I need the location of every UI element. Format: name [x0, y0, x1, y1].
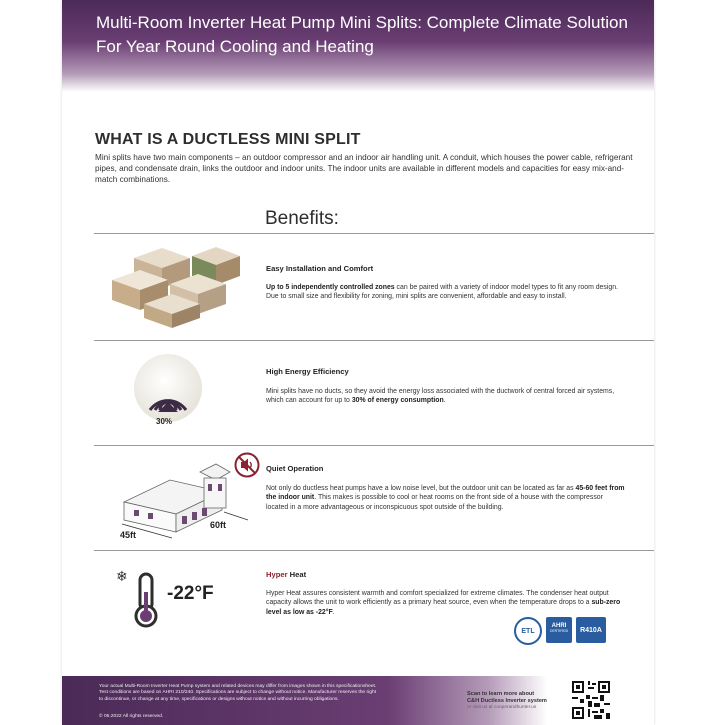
spec-sheet — [62, 0, 654, 725]
scan-website[interactable]: or visit us at cooperandhunter.us — [467, 705, 537, 710]
section-heading-what-is: WHAT IS A DUCTLESS MINI SPLIT — [95, 131, 361, 148]
benefit-text-hyper-bold: sub-zero level as low as -22°F — [266, 599, 621, 616]
scan-prompt-line1: Scan to learn more about — [467, 691, 535, 697]
benefit-text-hyper-a: Hyper Heat assures consistent warmth and comfort specialized for extreme climates. The condenser heat output capacity allows the unit to work efficiently as a primary heat source, even when the temperature drops to a — [266, 590, 609, 607]
rooms-illustration-icon — [104, 240, 254, 330]
benefit-title-installation: Easy Installation and Comfort — [266, 264, 374, 273]
page-title-line2: For Year Round Cooling and Heating — [96, 37, 374, 56]
distance-label-60ft: 60ft — [210, 520, 227, 530]
ahri-badge-label: AHRI — [551, 623, 567, 629]
muted-speaker-icon — [234, 452, 260, 478]
temperature-label: -22°F — [167, 583, 214, 604]
ahri-badge-sublabel: CERTIFIED — [549, 629, 569, 633]
divider — [94, 445, 654, 446]
benefit-title-hyper-accent: Hyper — [266, 570, 288, 579]
footer-bar — [62, 676, 654, 725]
section-intro-paragraph: Mini splits have two main components – an outdoor compressor and an indoor air handling unit. A conduit, which houses the power cable, refrigerant pipes, and condensate drain, links the outdoor and indoor units. The indoor units are available in different models and capacities for easy mix-and-match combinations. — [95, 153, 633, 184]
benefit-text-quiet-a: Not only do ductless heat pumps have a low noise level, but the outdoor unit can be located as far as — [266, 485, 576, 492]
benefits-heading: Benefits: — [265, 208, 339, 229]
etl-badge-label: ETL — [514, 617, 542, 645]
header-banner — [62, 0, 654, 92]
qr-code-icon[interactable] — [570, 679, 612, 721]
benefit-title-hyper-heat — [266, 570, 306, 579]
etl-certification-badge — [514, 617, 542, 645]
benefit-title-hyper-rest: Heat — [287, 570, 307, 579]
benefit-text-efficiency — [266, 387, 626, 406]
scan-prompt — [467, 691, 547, 705]
divider — [94, 550, 654, 551]
benefit-text-efficiency-a: Mini splits have no ducts, so they avoid the energy loss associated with the ductwork of central forced air systems, which can account for up to — [266, 388, 615, 405]
benefit-text-quiet-b: . This makes is possible to cool or heat rooms on the front side of a house with the compressor located in a more advantageous or inconspicuous spot outside of the building. — [266, 494, 603, 511]
scan-prompt-line2: C&H Ductless Inverter system — [467, 698, 547, 704]
benefit-text-efficiency-bold: 30% of energy consumption — [351, 397, 444, 405]
benefit-text-installation — [266, 283, 626, 302]
r410a-refrigerant-badge: R410A — [576, 617, 606, 643]
benefit-text-quiet-bold: 45-60 feet from the indoor unit — [266, 485, 625, 502]
energy-percent-label: 30% — [156, 417, 173, 426]
ahri-certification-badge — [546, 617, 572, 643]
benefit-text-efficiency-b: . — [443, 397, 446, 405]
benefit-text-hyper-heat — [266, 589, 626, 617]
divider — [94, 340, 654, 341]
benefit-text-quiet — [266, 484, 626, 512]
thermometer-icon — [128, 572, 164, 628]
footer-copyright: © 05.2022 All rights reserved. — [99, 714, 164, 719]
benefit-title-efficiency: High Energy Efficiency — [266, 367, 349, 376]
page-title-line1: Multi-Room Inverter Heat Pump Mini Splits: Complete Climate Solution — [96, 13, 628, 32]
benefit-text-installation-bold: Up to 5 independently controlled zones — [266, 284, 395, 291]
benefit-text-installation-rest: can be paired with a variety of indoor model types to fit any room design. Due to small size and flexibility for zoning, mini splits are convenient, affordable and easy to install. — [266, 284, 618, 301]
distance-label-45ft: 45ft — [120, 530, 137, 540]
benefit-title-quiet: Quiet Operation — [266, 464, 324, 473]
footer-disclaimer: Your actual Multi-Room Inverter Heat Pump system and related devices may differ from images shown in this specificationsheet. Test conditions are based on AHRI 210/240. Specifications are subject to change without notice. Manufacturer reserves the right to discontinue, or change at any time, specifications or designs without notice and without incurring obligations. — [99, 684, 377, 702]
divider — [94, 233, 654, 234]
snowflake-icon: ❄ — [116, 568, 128, 584]
benefit-text-hyper-b: . — [332, 608, 335, 616]
